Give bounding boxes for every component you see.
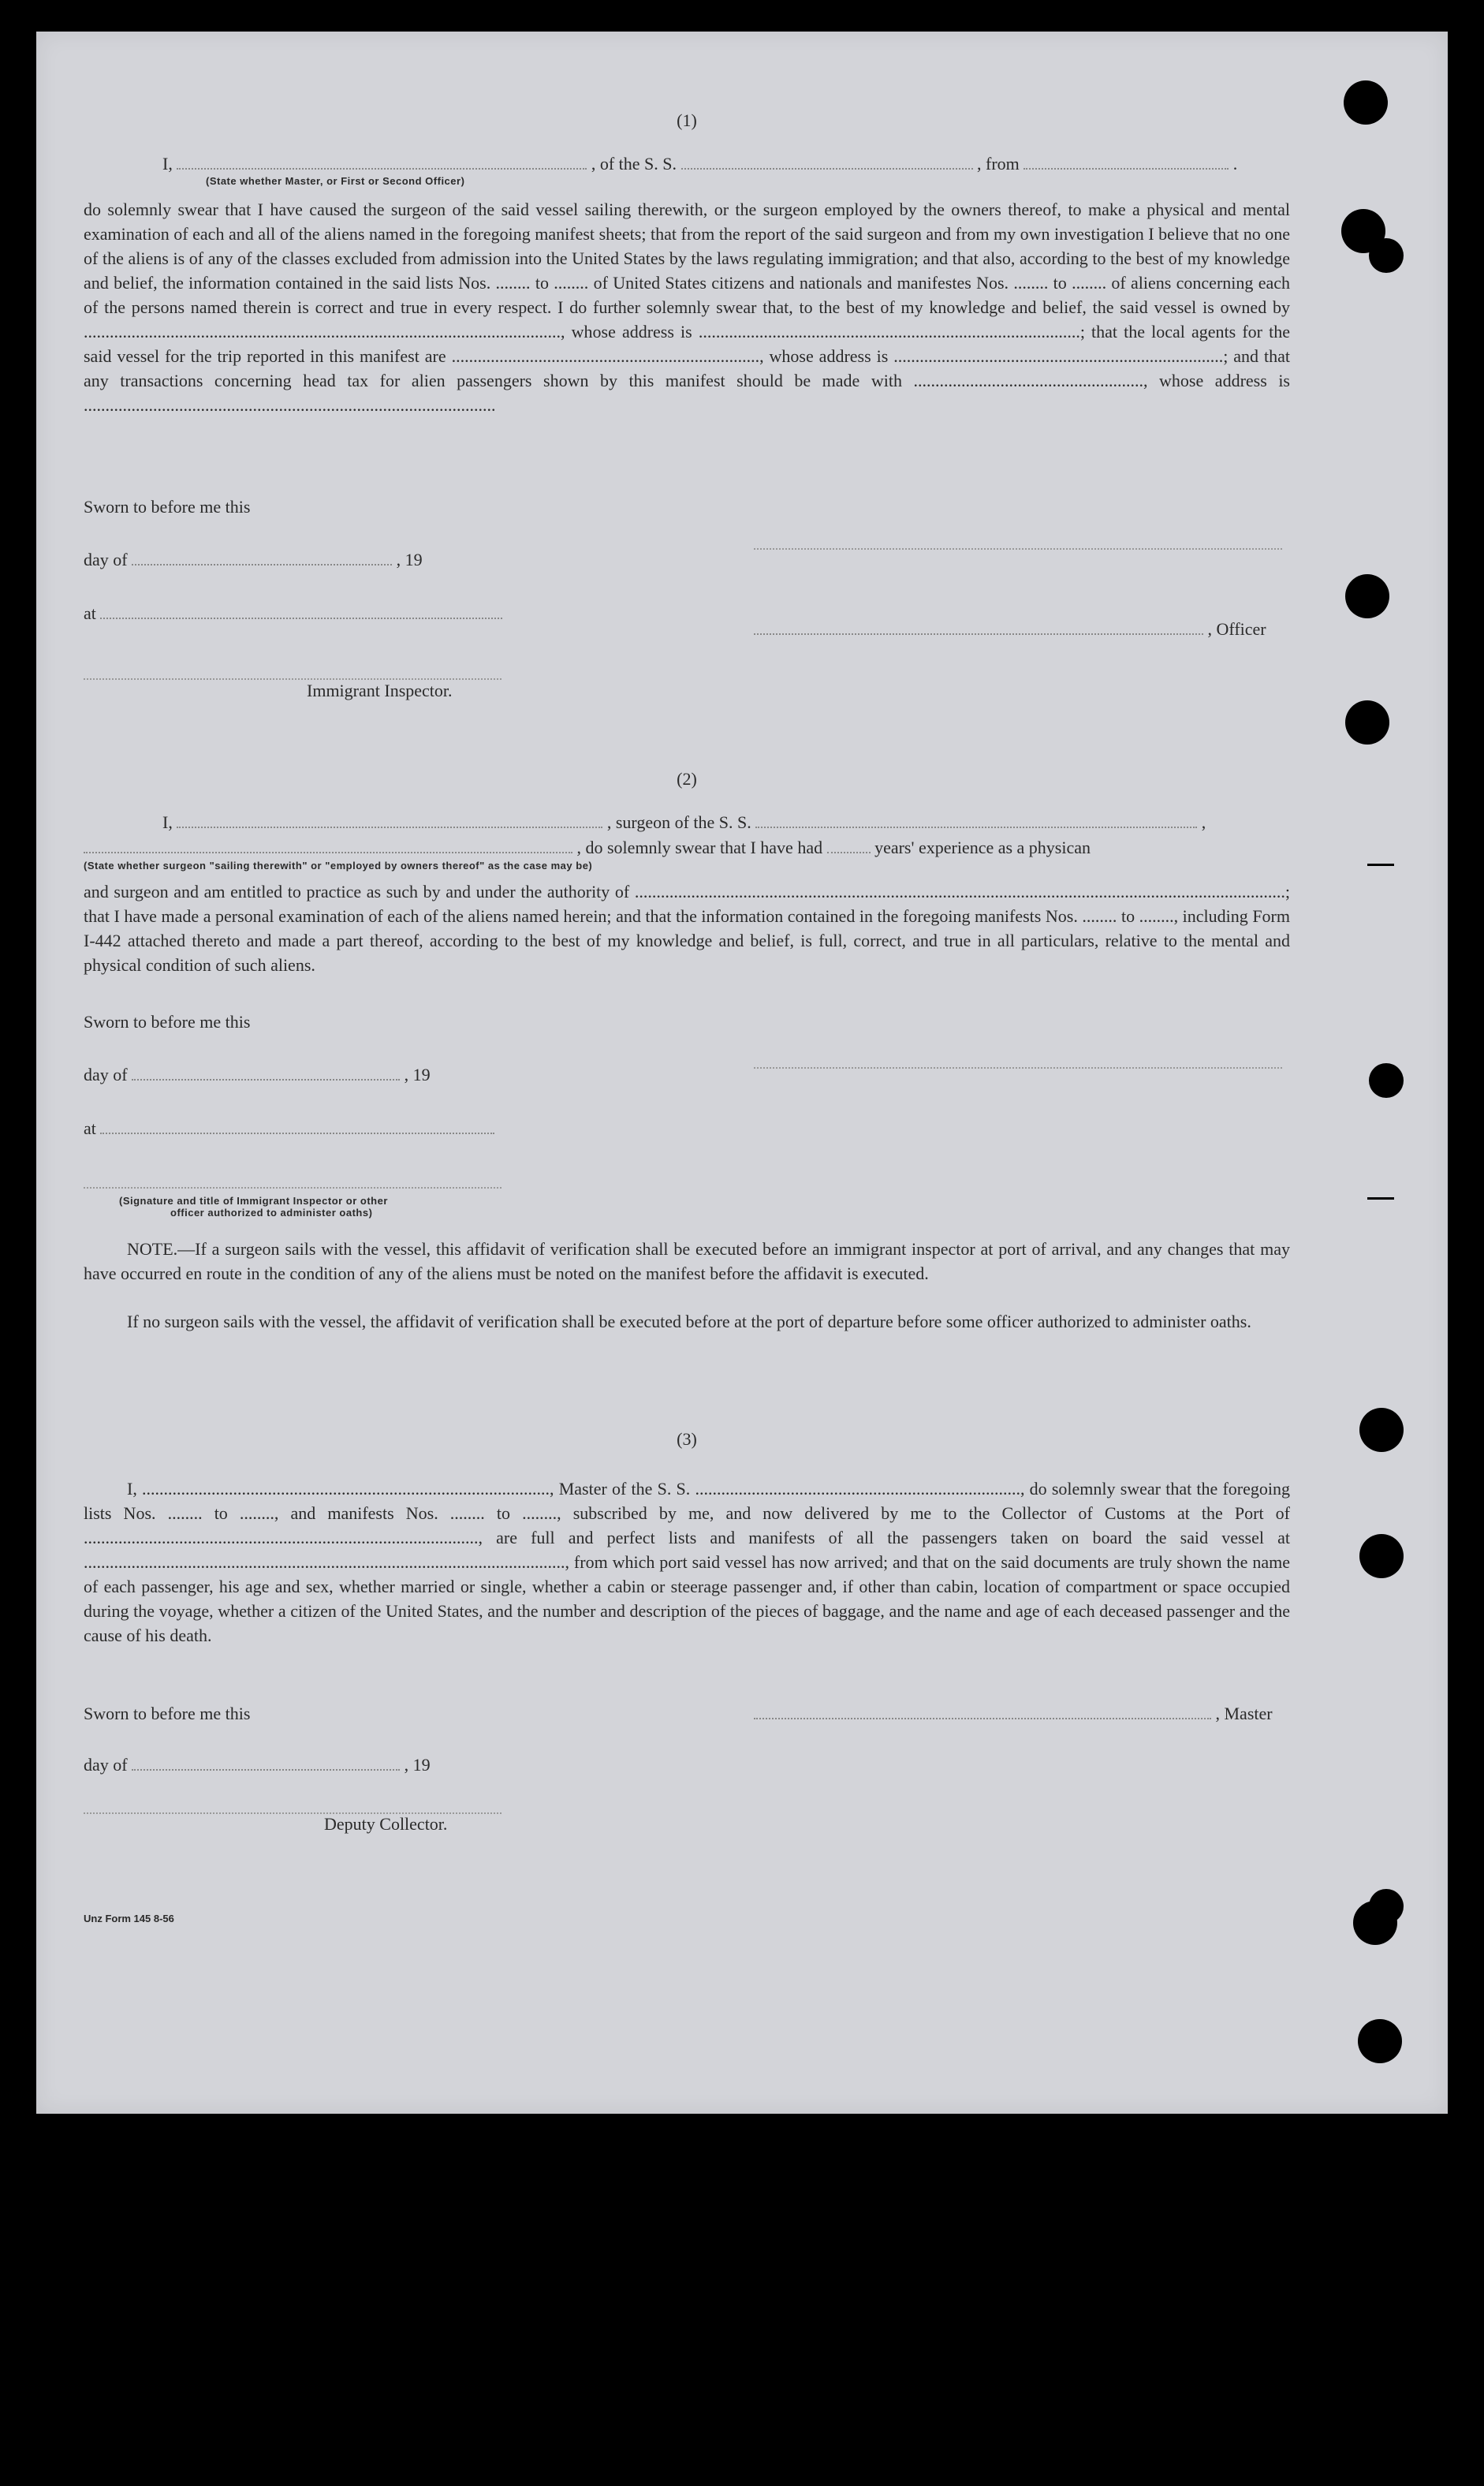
surgeon-type-blank[interactable]: [84, 839, 572, 853]
punch-hole: [1359, 1534, 1404, 1578]
deputy-label: Deputy Collector.: [324, 1814, 448, 1834]
note-paragraph-1: NOTE.—If a surgeon sails with the vessel, this affidavit of verification shall be executed before an immigrant inspector at port of arrival, and any changes that may have occurred en route in the condition of any of the aliens must be noted on the manifest before the affidavit is executed.: [84, 1239, 1290, 1283]
section-3-paragraph: I, .............................................................................................., Master of the S. S. ..........................................................................., do solemnly swear that the foregoing lists Nos. ........ to ........, and manifests Nos. ........ to ........, subscribed by me, and now delivered by me to the Collector of Customs at the Port of ..........................................................................................., are full and perfect lists and manifests of all the passengers taken on board the said vessel at ..............................................................................................................., from which port said vessel has now arrived; and that on the said documents are truly shown the name of each passenger, his age and sex, whether married or single, whether a cabin or steerage passenger and, if other than cabin, location of compartment or space occupied during the voyage, whether a citizen of the United States, and the number and description of the pieces of baggage, and the name and age of each deceased passenger and the cause of his death.: [84, 1479, 1290, 1645]
officer-note: (State whether Master, or First or Second Officer): [206, 175, 465, 187]
officer-label: , Officer: [1207, 619, 1266, 639]
section-3-number: (3): [677, 1429, 697, 1449]
edge-mark: [1367, 864, 1394, 866]
day-of-label: day of: [84, 550, 128, 569]
section-2-number: (2): [677, 769, 697, 789]
day-of-line-2: [84, 1065, 431, 1085]
sworn-label-2: Sworn to before me this: [84, 1012, 251, 1032]
day-blank[interactable]: [132, 551, 392, 566]
punch-hole: [1358, 2019, 1402, 2063]
vessel-blank[interactable]: [681, 155, 973, 170]
inspector-signature-line[interactable]: [84, 678, 502, 680]
section-1-line-1: [162, 154, 1237, 174]
years-text: years' experience as a physican: [874, 838, 1091, 857]
master-label: , Master: [1215, 1704, 1273, 1723]
of-ss-label: , of the S. S.: [591, 154, 677, 174]
day-of-label-2: day of: [84, 1065, 128, 1084]
punch-hole: [1353, 1901, 1397, 1945]
day-blank-3[interactable]: [132, 1756, 400, 1771]
punch-hole: [1344, 80, 1388, 125]
signature-line-1[interactable]: [754, 548, 1282, 550]
punch-hole: [1369, 238, 1404, 273]
punch-hole: [1345, 700, 1389, 745]
day-blank-2[interactable]: [132, 1066, 400, 1081]
form-id: Unz Form 145 8-56: [84, 1913, 174, 1924]
at-blank[interactable]: [100, 605, 502, 619]
swear-text: , do solemnly swear that I have had: [576, 838, 823, 857]
section-1-paragraph: do solemnly swear that I have caused the surgeon of the said vessel sailing therewith, or the surgeon employed by the owners thereof, to make a physical and mental examination of each and all of the aliens named in the foregoing manifest sheets; that from the report of the said surgeon and from my own investigation I believe that no one of the aliens is of any of the classes excluded from admission into the United States by the laws regulating immigration; and that also, according to the best of my knowledge and belief, the information contained in the said lists Nos. ........ to ........ of United States citizens and nationals and manifestes Nos. ........ to ........ of aliens concerning each of the persons named therein is correct and true in every respect. I do further solemnly swear that, to the best of my knowledge and belief, the said vessel is owned by .............................................................................................................., whose address is ........................................................................................; that the local agents for the said vessel for the trip reported in this manifest are ......................................................................., whose address is ............................................................................; and that any transactions concerning head tax for alien passengers shown by this manifest should be made with ....................................................., whose address is ...............................................................................................: [84, 200, 1290, 415]
at-label-2: at: [84, 1118, 96, 1138]
sworn-label-3: Sworn to before me this: [84, 1704, 251, 1723]
year-label: , 19: [396, 550, 423, 569]
officer-blank[interactable]: [754, 621, 1203, 635]
comma: ,: [1201, 812, 1206, 832]
officer-signature-line[interactable]: [84, 1187, 502, 1189]
year-label-3: , 19: [404, 1755, 431, 1775]
punch-hole: [1345, 574, 1389, 618]
surgeon-name-blank[interactable]: [177, 814, 602, 828]
section-2-paragraph: and surgeon and am entitled to practice as such by and under the authority of ......................................................................................................................................................; that I have made a personal examination of each of the aliens named herein; and that the information contained in the foregoing manifests Nos. ........ to ........, including Form I-442 attached thereto and made a part thereof, according to the best of my knowledge and belief, is full, correct, and true in all particulars, relative to the mental and physical condition of such aliens.: [84, 882, 1290, 975]
surgeon-note: (State whether surgeon "sailing therewith" or "employed by owners thereof" as the case may be): [84, 860, 593, 872]
sig-note-2: officer authorized to administer oaths): [170, 1207, 373, 1219]
vessel-blank-2[interactable]: [755, 814, 1197, 828]
at-blank-2[interactable]: [100, 1120, 494, 1134]
day-of-label-3: day of: [84, 1755, 128, 1775]
form-page: [36, 32, 1448, 2114]
sig-note-1: (Signature and title of Immigrant Inspector or other: [119, 1195, 388, 1207]
master-line: [754, 1704, 1273, 1724]
from-label: , from: [977, 154, 1020, 174]
year-label-2: , 19: [404, 1065, 431, 1084]
at-line-2: [84, 1118, 494, 1139]
punch-hole: [1369, 1063, 1404, 1098]
section-2-line-2: [84, 838, 1091, 858]
i-label: I,: [162, 154, 173, 174]
note-paragraph-2: If no surgeon sails with the vessel, the affidavit of verification shall be executed before at the port of departure before some officer authorized to administer oaths.: [127, 1312, 1251, 1331]
years-blank[interactable]: [827, 839, 871, 853]
surgeon-label: , surgeon of the S. S.: [606, 812, 751, 832]
edge-mark: [1367, 1197, 1394, 1200]
day-of-line-1: [84, 550, 423, 570]
period: .: [1232, 154, 1238, 174]
section-1-number: (1): [677, 110, 697, 130]
officer-line: [754, 619, 1266, 640]
punch-hole: [1359, 1408, 1404, 1452]
at-label: at: [84, 603, 96, 623]
signature-line-2[interactable]: [754, 1067, 1282, 1069]
inspector-label: Immigrant Inspector.: [307, 681, 453, 700]
master-blank[interactable]: [754, 1705, 1211, 1719]
sworn-label-1: Sworn to before me this: [84, 497, 251, 517]
section-2-line-1: [162, 812, 1206, 833]
name-blank[interactable]: [177, 155, 587, 170]
from-blank[interactable]: [1024, 155, 1229, 170]
i-label-2: I,: [162, 812, 173, 832]
at-line-1: [84, 603, 502, 624]
day-of-line-3: [84, 1755, 431, 1775]
